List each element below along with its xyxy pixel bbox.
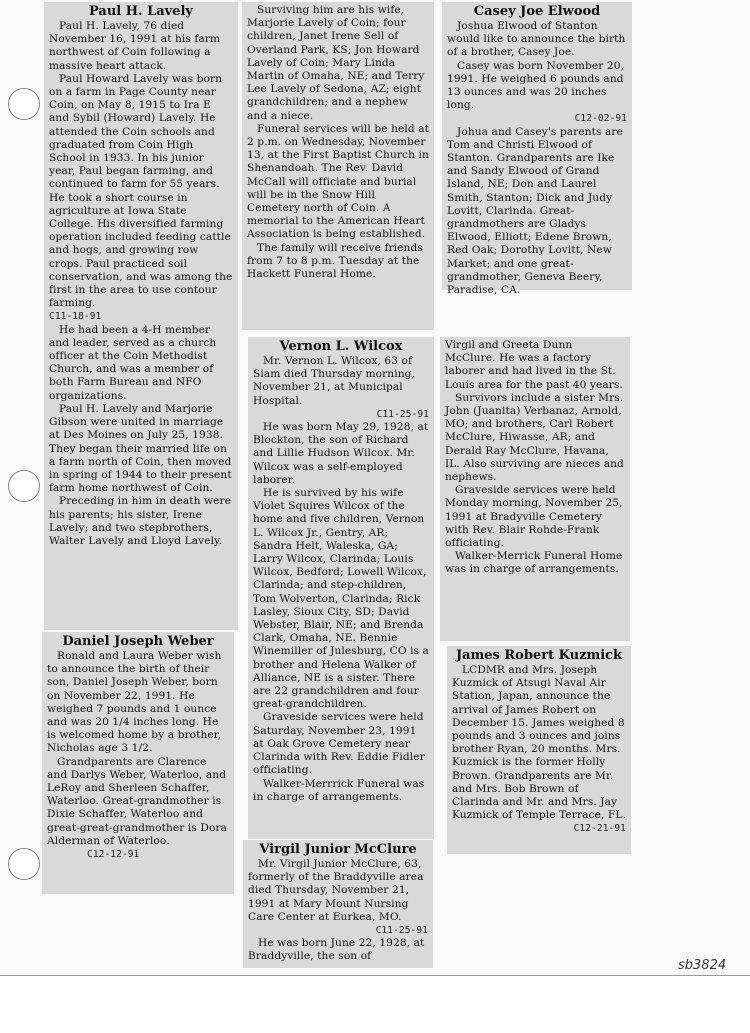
page-id-handwritten: sb3824 (678, 958, 727, 973)
article-paragraph: Graveside services were held Monday morning, November 25, 1991 at Bradyville Cemetery with Rev. Blair Rohde-Frank officiating. (445, 484, 623, 550)
birth-elwood (442, 2, 632, 297)
article-paragraph: Johua and Casey's parents are Tom and Christi Elwood of Stanton. Grandparents are Ike and Sandy Elwood of Grand Island, NE; Don and Laurel Smith, Stanton; Dick and Judy Lovitt, Clarinda. Great-grandmothers are Gladys Elwood, Elliott; Edene Brown, Red Oak; Dorothy Lovitt, New Market; and one great-grandmother, Geneva Beery, Paradise, CA. (447, 125, 623, 297)
article-paragraph: Casey was born November 20, 1991. He weighed 6 pounds and 13 ounces and was 20 inches long. (447, 59, 625, 112)
date-note: C11-18-91 (49, 311, 102, 323)
article-title: Vernon L. Wilcox (279, 339, 403, 354)
article-paragraph: Mr. Virgil Junior McClure, 63, formerly of the Braddyville area died Thursday, November 21, 1991 at Mary Mount Nursing Care Center at Eurkea, MO. (248, 858, 424, 923)
article-paragraph: Surviving him are his wife, Marjorie Lavely of Coin; four children, Janet Irene Sell of Overland Park, KS; Jon Howard Lavely of Coin; Mary Linda Martin of Omaha, NE; and Terry Lee Lavely of Sedona, AZ; eight grandchildren; and a nephew and a niece. (247, 4, 425, 122)
article-title: Virgil Junior McClure (259, 842, 417, 857)
date-note: C11-25-91 (375, 925, 428, 937)
punch-hole (8, 88, 40, 120)
article-paragraph: He is survived by his wife Violet Squires Wilcox of the home and five children, Vernon L. Wilcox Jr., Gentry, AR; Sandra Helt, Waleska, GA; Larry Wilcox, Clarinda; Louis Wilcox, Bedford; Lowell Wilcox, Clarinda; and step-children, Tom Wolverton, Clarinda; Rick Lasley, Sioux City, SD; David Webster, Blair, NE; and Brenda Clark, Omaha, NE. Bennie Winemiller of Julesburg, CO is a brother and Helena Walker of Alliance, NE is a sister. There are 22 grandchildren and four great-grandchildren. (253, 487, 429, 711)
article-title: Paul H. Lavely (89, 4, 193, 19)
article-paragraph: Paul Howard Lavely was born on a farm in Page County near Coin, on May 8, 1915 to Ira E and Sybil (Howard) Lavely. He attended the Coin schools and graduated from Coin High School in 1933. In his junior year, Paul began farming, and continued to farm for 55 years. He took a short course in agriculture at Iowa State College. His diversified farming operation included feeding cattle and hogs, and growing row crops. Paul practiced soil conservation, and was among the first in the area to use contour farming. (49, 72, 233, 310)
article-paragraph: Graveside services were held Saturday, November 23, 1991 at Oak Grove Cemetery near Clarinda with Rev. Eddie Fidler officiating. (253, 711, 425, 777)
punch-hole (8, 848, 40, 880)
date-note: C12-21-91 (573, 823, 626, 835)
birth-weber (42, 632, 234, 894)
article-paragraph: Preceding in him in death were his parents; his sister, Irene Lavely; and two stepbrothers, Walter Lavely and Lloyd Lavely. (49, 495, 232, 547)
article-paragraph: He was born June 22, 1928, at Braddyville, the son of (248, 937, 425, 963)
article-paragraph: Survivors include a sister Mrs. John (Juanita) Verbanaz, Arnold, MO; and brothers, Carl Robert McClure, Hiwasse, AR; and Derald Ray McClure, Havana, IL. Also surviving are nieces and nephews. (445, 391, 624, 484)
date-note: C11-25-91 (376, 408, 429, 420)
article-paragraph: Walker-Merrrick Funeral was in charge of arrangements. (253, 777, 425, 803)
obituary-mcclure (243, 840, 433, 968)
article-paragraph: The family will receive friends from 7 to 8 p.m. Tuesday at the Hackett Funeral Home. (247, 241, 423, 281)
article-paragraph: He was born May 29, 1928, at Blockton, the son of Richard and Lillie Hudson Wilcox. Mr. Wilcox was a self-employed laborer. (253, 421, 429, 486)
obituary-lavely-col2 (242, 2, 434, 330)
obituary-wilcox-col1 (248, 337, 434, 839)
article-paragraph: Grandparents are Clarence and Darlys Weber, Waterloo, and LeRoy and Sherleen Schaffer, Waterloo. Great-grandmother is Dixie Schaffer, Waterloo and great-great-grandmother is Dora Alderman of Waterloo. (47, 755, 228, 847)
date-note: C12-02-91 (574, 113, 627, 125)
obituary-lavely-col1 (44, 2, 238, 630)
article-paragraph: Virgil and Greeta Dunn McClure. He was a factory laborer and had lived in the St. Louis area for the past 40 years. (445, 339, 623, 391)
article-paragraph: He had been a 4-H member and leader, served as a church officer at the Coin Methodist Church, and was a member of both Farm Bureau and NFO organizations. (49, 323, 217, 402)
article-paragraph: Funeral services will be held at 2 p.m. on Wednesday, November 13, at the First Baptist Church in Shenandoah. The Rev. David McCall will officiate and burial will be in the Snow Hill Cemetery north of Coin. A memorial to the American Heart Association is being established. (247, 122, 429, 241)
article-paragraph: LCDMR and Mrs. Joseph Kuzmick of Atsugi Naval Air Station, Japan, announce the arrival of James Robert on December 15. James weighed 8 pounds and 3 ounces and joins brother Ryan, 20 months. Mrs. Kuzmick is the former Holly Brown. Grandparents are Mr. and Mrs. Bob Brown of Clarinda and Mr. and Mrs. Jay Kuzmick of Temple Terrace, FL. (452, 664, 626, 822)
obituary-mcclure-continued (440, 337, 630, 641)
article-title: James Robert Kuzmick (455, 648, 623, 663)
article-paragraph: Paul H. Lavely and Marjorie Gibson were united in marriage at Des Moines on July 25, 1938. They began their married life on a farm north of Coin, then moved in spring of 1944 to their present farm home northwest of Coin. (49, 402, 232, 495)
article-title: Daniel Joseph Weber (62, 634, 214, 649)
punch-hole (8, 470, 40, 502)
date-note: C12-12-91 (87, 849, 140, 861)
birth-kuzmick (447, 646, 631, 854)
article-title: Casey Joe Elwood (473, 4, 601, 19)
article-paragraph: Ronald and Laura Weber wish to announce the birth of their son, Daniel Joseph Weber, born on November 22, 1991. He weighed 7 pounds and 1 ounce and was 20 1/4 inches long. He is welcomed home by a brother, Nicholas age 3 1/2. (47, 650, 222, 755)
article-paragraph: Walker-Merrick Funeral Home was in charge of arrangements. (445, 550, 623, 576)
article-paragraph: Paul H. Lavely, 76 died November 16, 1991 at his farm northwest of Coin following a massive heart attack. (49, 20, 221, 72)
article-paragraph: Mr. Vernon L. Wilcox, 63 of Siam died Thursday morning, November 21, at Municipal Hospital. (253, 355, 415, 407)
article-paragraph: Joshua Elwood of Stanton would like to announce the birth of a brother, Casey Joe. (447, 20, 626, 59)
